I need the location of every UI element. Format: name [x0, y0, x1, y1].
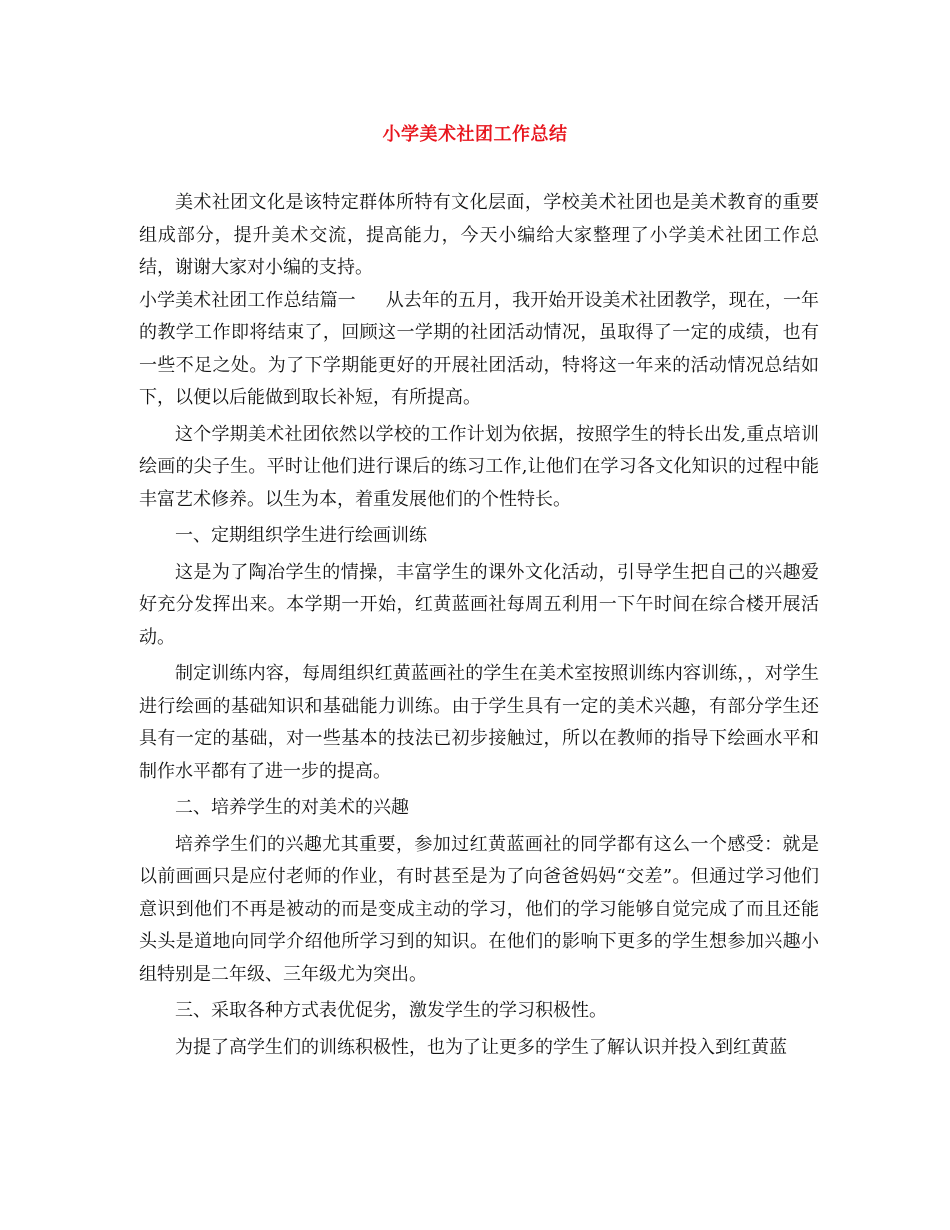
- part-one-body: 从去年的五月，我开始开设美术社团教学，现在，一年的教学工作即将结束了，回顾这一学期的社团活动情况，虽取得了一定的成绩，也有一些不足之处。为了下学期能更好的开展社团活动，特将这一年来的活动情况总结如下，以便以后能做到取长补短，有所提高。: [139, 289, 819, 408]
- document-title: 小学美术社团工作总结: [382, 124, 568, 145]
- paragraph-training-purpose: 这是为了陶冶学生的情操，丰富学生的课外文化活动，引导学生把自己的兴趣爱好充分发挥出来。本学期一开始，红黄蓝画社每周五利用一下午时间在综合楼开展活动。: [139, 561, 819, 648]
- section-heading-3: 三、采取各种方式表优促劣，激发学生的学习积极性。: [175, 1000, 607, 1021]
- paragraph-training-content: 制定训练内容，每周组织红黄蓝画社的学生在美术室按照训练内容训练，，对学生进行绘画的基础知识和基础能力训练。由于学生具有一定的美术兴趣，有部分学生还具有一定的基础，对一些基本的技法已初步接触过，所以在教师的指导下绘画水平和制作水平都有了进一步的提高。: [139, 663, 819, 782]
- paragraph-interest: 培养学生们的兴趣尤其重要，参加过红黄蓝画社的同学都有这么一个感受：就是以前画画只是应付老师的作业，有时甚至是为了向爸爸妈妈“交差”。但通过学习他们意识到他们不再是被动的而是变成主动的学习，他们的学习能够自觉完成了而且还能头头是道地向同学介绍他所学习到的知识。在他们的影响下更多的学生想参加兴趣小组特别是二年级、三年级尤为突出。: [139, 833, 819, 985]
- part-one-paragraph: [139, 285, 819, 415]
- paragraph-plan: 这个学期美术社团依然以学校的工作计划为依据，按照学生的特长出发,重点培训绘画的尖子生。平时让他们进行课后的练习工作,让他们在学习各文化知识的过程中能丰富艺术修养。以生为本，着重发展他们的个性特长。: [139, 423, 819, 510]
- paragraph-motivation: 为提了高学生们的训练积极性，也为了让更多的学生了解认识并投入到红黄蓝: [175, 1036, 787, 1058]
- section-heading-2: 二、培养学生的对美术的兴趣: [175, 797, 409, 818]
- intro-paragraph: 美术社团文化是该特定群体所特有文化层面，学校美术社团也是美术教育的重要组成部分，提升美术交流，提高能力，今天小编给大家整理了小学美术社团工作总结，谢谢大家对小编的支持。: [139, 192, 819, 278]
- section-heading-1: 一、定期组织学生进行绘画训练: [175, 525, 427, 546]
- part-one-heading: 小学美术社团工作总结篇一: [139, 289, 356, 311]
- document-body: [139, 187, 819, 1064]
